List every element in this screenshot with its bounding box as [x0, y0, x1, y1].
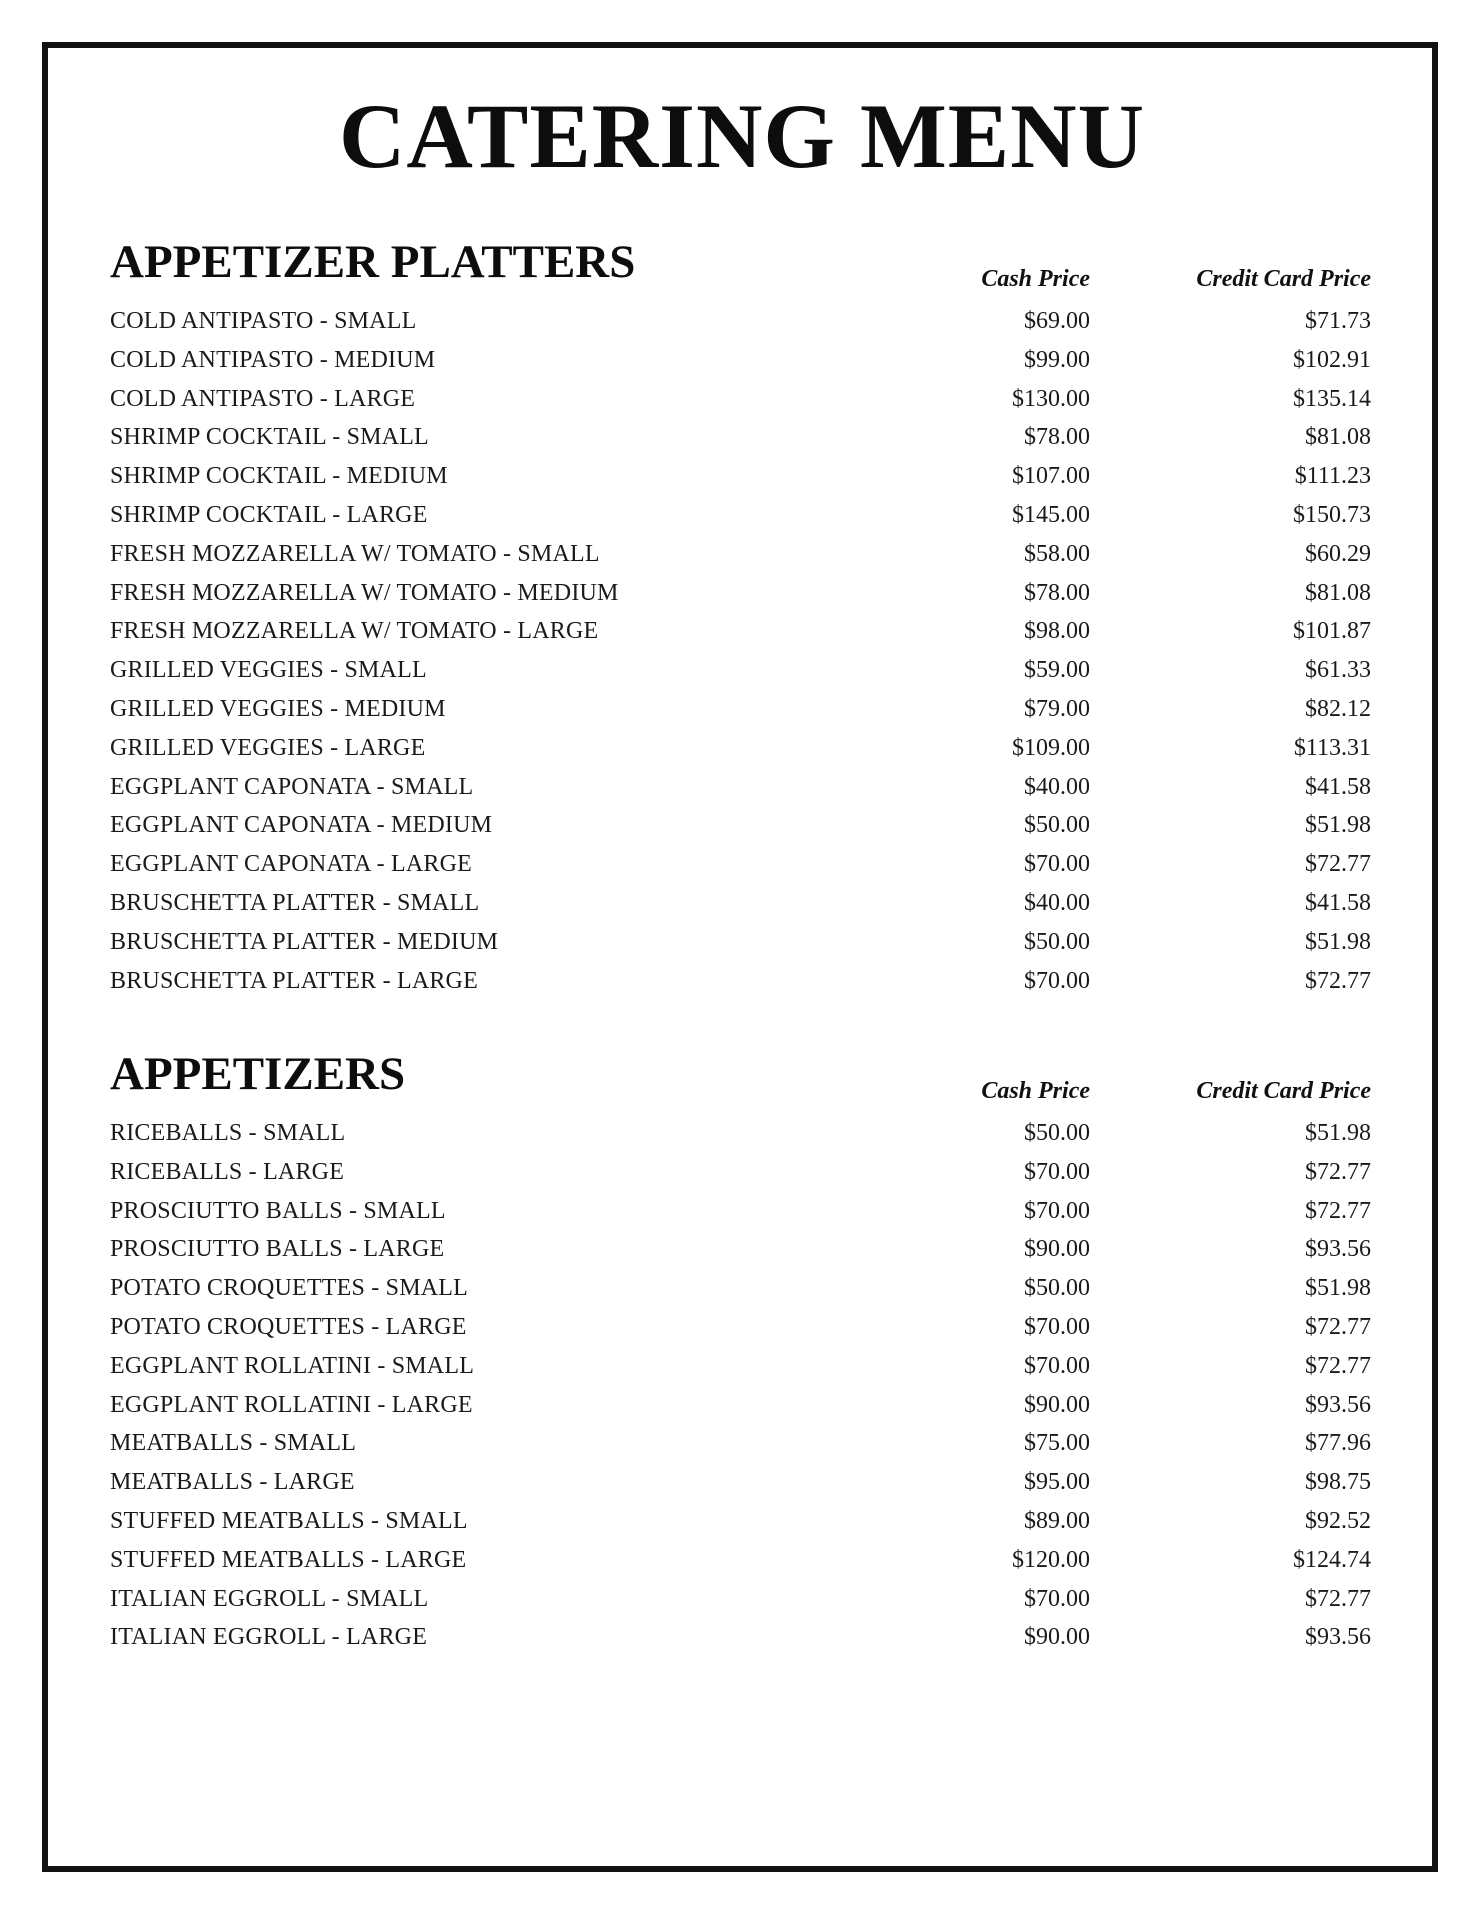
- item-name: BRUSCHETTA PLATTER - SMALL: [110, 889, 480, 916]
- cash-price: $98.00: [1024, 618, 1090, 645]
- item-name: EGGPLANT CAPONATA - MEDIUM: [110, 812, 493, 839]
- menu-title: CATERING MENU: [338, 85, 1146, 187]
- menu-item-row: [110, 1114, 1374, 1153]
- item-name: RICEBALLS - SMALL: [110, 1120, 346, 1146]
- menu-item-row: [110, 884, 1374, 923]
- item-name: SHRIMP COCKTAIL - SMALL: [110, 424, 429, 451]
- menu-item-row: [110, 380, 1374, 419]
- item-name: STUFFED MEATBALLS - SMALL: [110, 1507, 468, 1534]
- menu-item-row: [110, 690, 1374, 729]
- item-name: FRESH MOZZARELLA W/ TOMATO - SMALL: [110, 540, 600, 567]
- item-list: [110, 1114, 1374, 1657]
- item-name: STUFFED MEATBALLS - LARGE: [110, 1546, 467, 1573]
- credit-card-price: $77.96: [1305, 1430, 1371, 1457]
- credit-card-price: $72.77: [1305, 1352, 1371, 1379]
- credit-card-price: $92.52: [1305, 1507, 1371, 1534]
- item-name: FRESH MOZZARELLA W/ TOMATO - MEDIUM: [110, 579, 619, 606]
- item-name: COLD ANTIPASTO - LARGE: [110, 385, 416, 412]
- menu-item-row: [110, 1502, 1374, 1541]
- credit-card-price: $41.58: [1305, 889, 1371, 916]
- cash-price: $90.00: [1024, 1624, 1090, 1651]
- menu-item-row: [110, 302, 1374, 341]
- menu-item-row: [110, 729, 1374, 768]
- credit-card-price: $72.77: [1305, 1313, 1371, 1340]
- credit-card-price: $61.33: [1305, 657, 1371, 684]
- cash-price: $130.00: [1012, 385, 1090, 412]
- credit-card-price: $72.77: [1305, 851, 1371, 878]
- menu-item-row: [110, 651, 1374, 690]
- credit-card-price: $72.77: [1305, 967, 1371, 994]
- section-heading: APPETIZERS: [110, 1048, 406, 1100]
- section-heading: APPETIZER PLATTERS: [110, 236, 636, 288]
- menu-item-row: [110, 535, 1374, 574]
- menu-item-row: [110, 418, 1374, 457]
- cash-price: $109.00: [1012, 734, 1090, 761]
- cash-price: $58.00: [1024, 540, 1090, 567]
- item-name: MEATBALLS - SMALL: [110, 1430, 357, 1457]
- cash-price: $78.00: [1024, 424, 1090, 451]
- item-list: [110, 302, 1374, 1000]
- credit-card-price: $113.31: [1293, 734, 1371, 761]
- cash-price: $50.00: [1024, 928, 1090, 955]
- credit-card-price: $51.98: [1305, 1275, 1371, 1302]
- item-name: ITALIAN EGGROLL - LARGE: [110, 1624, 428, 1651]
- item-name: POTATO CROQUETTES - LARGE: [110, 1313, 467, 1340]
- item-name: MEATBALLS - LARGE: [110, 1469, 355, 1496]
- credit-card-price: $101.87: [1293, 618, 1371, 645]
- credit-card-price: $98.75: [1305, 1469, 1371, 1496]
- menu-item-row: [110, 574, 1374, 613]
- credit-price-header: Credit Card Price: [1196, 1078, 1371, 1104]
- menu-item-row: [110, 612, 1374, 651]
- menu-item-row: [110, 496, 1374, 535]
- menu-item-row: [110, 1463, 1374, 1502]
- menu-item-row: [110, 768, 1374, 807]
- cash-price: $99.00: [1024, 346, 1090, 373]
- cash-price: $70.00: [1024, 1585, 1090, 1612]
- item-name: BRUSCHETTA PLATTER - MEDIUM: [110, 928, 499, 955]
- item-name: POTATO CROQUETTES - SMALL: [110, 1275, 468, 1302]
- cash-price: $69.00: [1024, 308, 1090, 334]
- cash-price: $40.00: [1024, 889, 1090, 916]
- item-name: COLD ANTIPASTO - SMALL: [110, 308, 417, 334]
- credit-card-price: $93.56: [1305, 1624, 1371, 1651]
- cash-price: $120.00: [1012, 1546, 1090, 1573]
- cash-price: $70.00: [1024, 1158, 1090, 1185]
- menu-item-row: [110, 806, 1374, 845]
- credit-card-price: $72.77: [1305, 1158, 1371, 1185]
- credit-card-price: $93.56: [1305, 1391, 1371, 1418]
- cash-price: $40.00: [1024, 773, 1090, 800]
- section-header: [110, 1046, 1374, 1102]
- cash-price: $70.00: [1024, 1313, 1090, 1340]
- menu-item-row: [110, 1424, 1374, 1463]
- cash-price: $50.00: [1024, 1275, 1090, 1302]
- menu-item-row: [110, 1153, 1374, 1192]
- menu-item-row: [110, 845, 1374, 884]
- credit-card-price: $60.29: [1305, 540, 1371, 567]
- menu-item-row: [110, 1230, 1374, 1269]
- menu-item-row: [110, 1347, 1374, 1386]
- credit-price-header: Credit Card Price: [1196, 266, 1371, 292]
- menu-item-row: [110, 1580, 1374, 1619]
- credit-card-price: $51.98: [1305, 1120, 1371, 1146]
- credit-card-price: $72.77: [1305, 1197, 1371, 1224]
- section-appetizer-platters: [110, 234, 1374, 1000]
- menu-item-row: [110, 962, 1374, 1001]
- item-name: GRILLED VEGGIES - MEDIUM: [110, 695, 446, 722]
- credit-card-price: $111.23: [1294, 463, 1371, 490]
- item-name: COLD ANTIPASTO - MEDIUM: [110, 346, 436, 373]
- menu-item-row: [110, 1192, 1374, 1231]
- item-name: GRILLED VEGGIES - LARGE: [110, 734, 426, 761]
- item-name: EGGPLANT ROLLATINI - SMALL: [110, 1352, 475, 1379]
- item-name: ITALIAN EGGROLL - SMALL: [110, 1585, 429, 1612]
- cash-price: $145.00: [1012, 501, 1090, 528]
- credit-card-price: $124.74: [1293, 1546, 1371, 1573]
- menu-item-row: [110, 1618, 1374, 1657]
- cash-price: $78.00: [1024, 579, 1090, 606]
- cash-price: $70.00: [1024, 1352, 1090, 1379]
- cash-price: $50.00: [1024, 812, 1090, 839]
- cash-price: $90.00: [1024, 1236, 1090, 1263]
- item-name: BRUSCHETTA PLATTER - LARGE: [110, 967, 478, 994]
- menu-item-row: [110, 1541, 1374, 1580]
- credit-card-price: $51.98: [1305, 812, 1371, 839]
- item-name: GRILLED VEGGIES - SMALL: [110, 657, 427, 684]
- cash-price-header: Cash Price: [981, 1078, 1090, 1104]
- credit-card-price: $41.58: [1305, 773, 1371, 800]
- cash-price: $70.00: [1024, 967, 1090, 994]
- menu-item-row: [110, 923, 1374, 962]
- credit-card-price: $81.08: [1305, 579, 1371, 606]
- credit-card-price: $51.98: [1305, 928, 1371, 955]
- cash-price: $70.00: [1024, 851, 1090, 878]
- cash-price: $90.00: [1024, 1391, 1090, 1418]
- cash-price: $50.00: [1024, 1120, 1090, 1146]
- menu-item-row: [110, 341, 1374, 380]
- item-name: PROSCIUTTO BALLS - LARGE: [110, 1236, 445, 1263]
- section-appetizers: [110, 1046, 1374, 1657]
- cash-price: $107.00: [1012, 463, 1090, 490]
- cash-price: $79.00: [1024, 695, 1090, 722]
- menu-item-row: [110, 1308, 1374, 1347]
- cash-price: $75.00: [1024, 1430, 1090, 1457]
- item-name: EGGPLANT CAPONATA - LARGE: [110, 851, 472, 878]
- credit-card-price: $82.12: [1305, 695, 1371, 722]
- credit-card-price: $93.56: [1305, 1236, 1371, 1263]
- credit-card-price: $135.14: [1293, 385, 1371, 412]
- item-name: EGGPLANT CAPONATA - SMALL: [110, 773, 474, 800]
- menu-item-row: [110, 1269, 1374, 1308]
- item-name: EGGPLANT ROLLATINI - LARGE: [110, 1391, 473, 1418]
- menu-item-row: [110, 1386, 1374, 1425]
- cash-price-header: Cash Price: [981, 266, 1090, 292]
- item-name: SHRIMP COCKTAIL - LARGE: [110, 501, 428, 528]
- credit-card-price: $71.73: [1305, 308, 1371, 334]
- menu-item-row: [110, 457, 1374, 496]
- cash-price: $89.00: [1024, 1507, 1090, 1534]
- item-name: PROSCIUTTO BALLS - SMALL: [110, 1197, 446, 1224]
- item-name: SHRIMP COCKTAIL - MEDIUM: [110, 463, 448, 490]
- credit-card-price: $102.91: [1293, 346, 1371, 373]
- section-header: [110, 234, 1374, 290]
- credit-card-price: $72.77: [1305, 1585, 1371, 1612]
- credit-card-price: $150.73: [1293, 501, 1371, 528]
- item-name: FRESH MOZZARELLA W/ TOMATO - LARGE: [110, 618, 599, 645]
- credit-card-price: $81.08: [1305, 424, 1371, 451]
- cash-price: $59.00: [1024, 657, 1090, 684]
- item-name: RICEBALLS - LARGE: [110, 1158, 345, 1185]
- cash-price: $70.00: [1024, 1197, 1090, 1224]
- cash-price: $95.00: [1024, 1469, 1090, 1496]
